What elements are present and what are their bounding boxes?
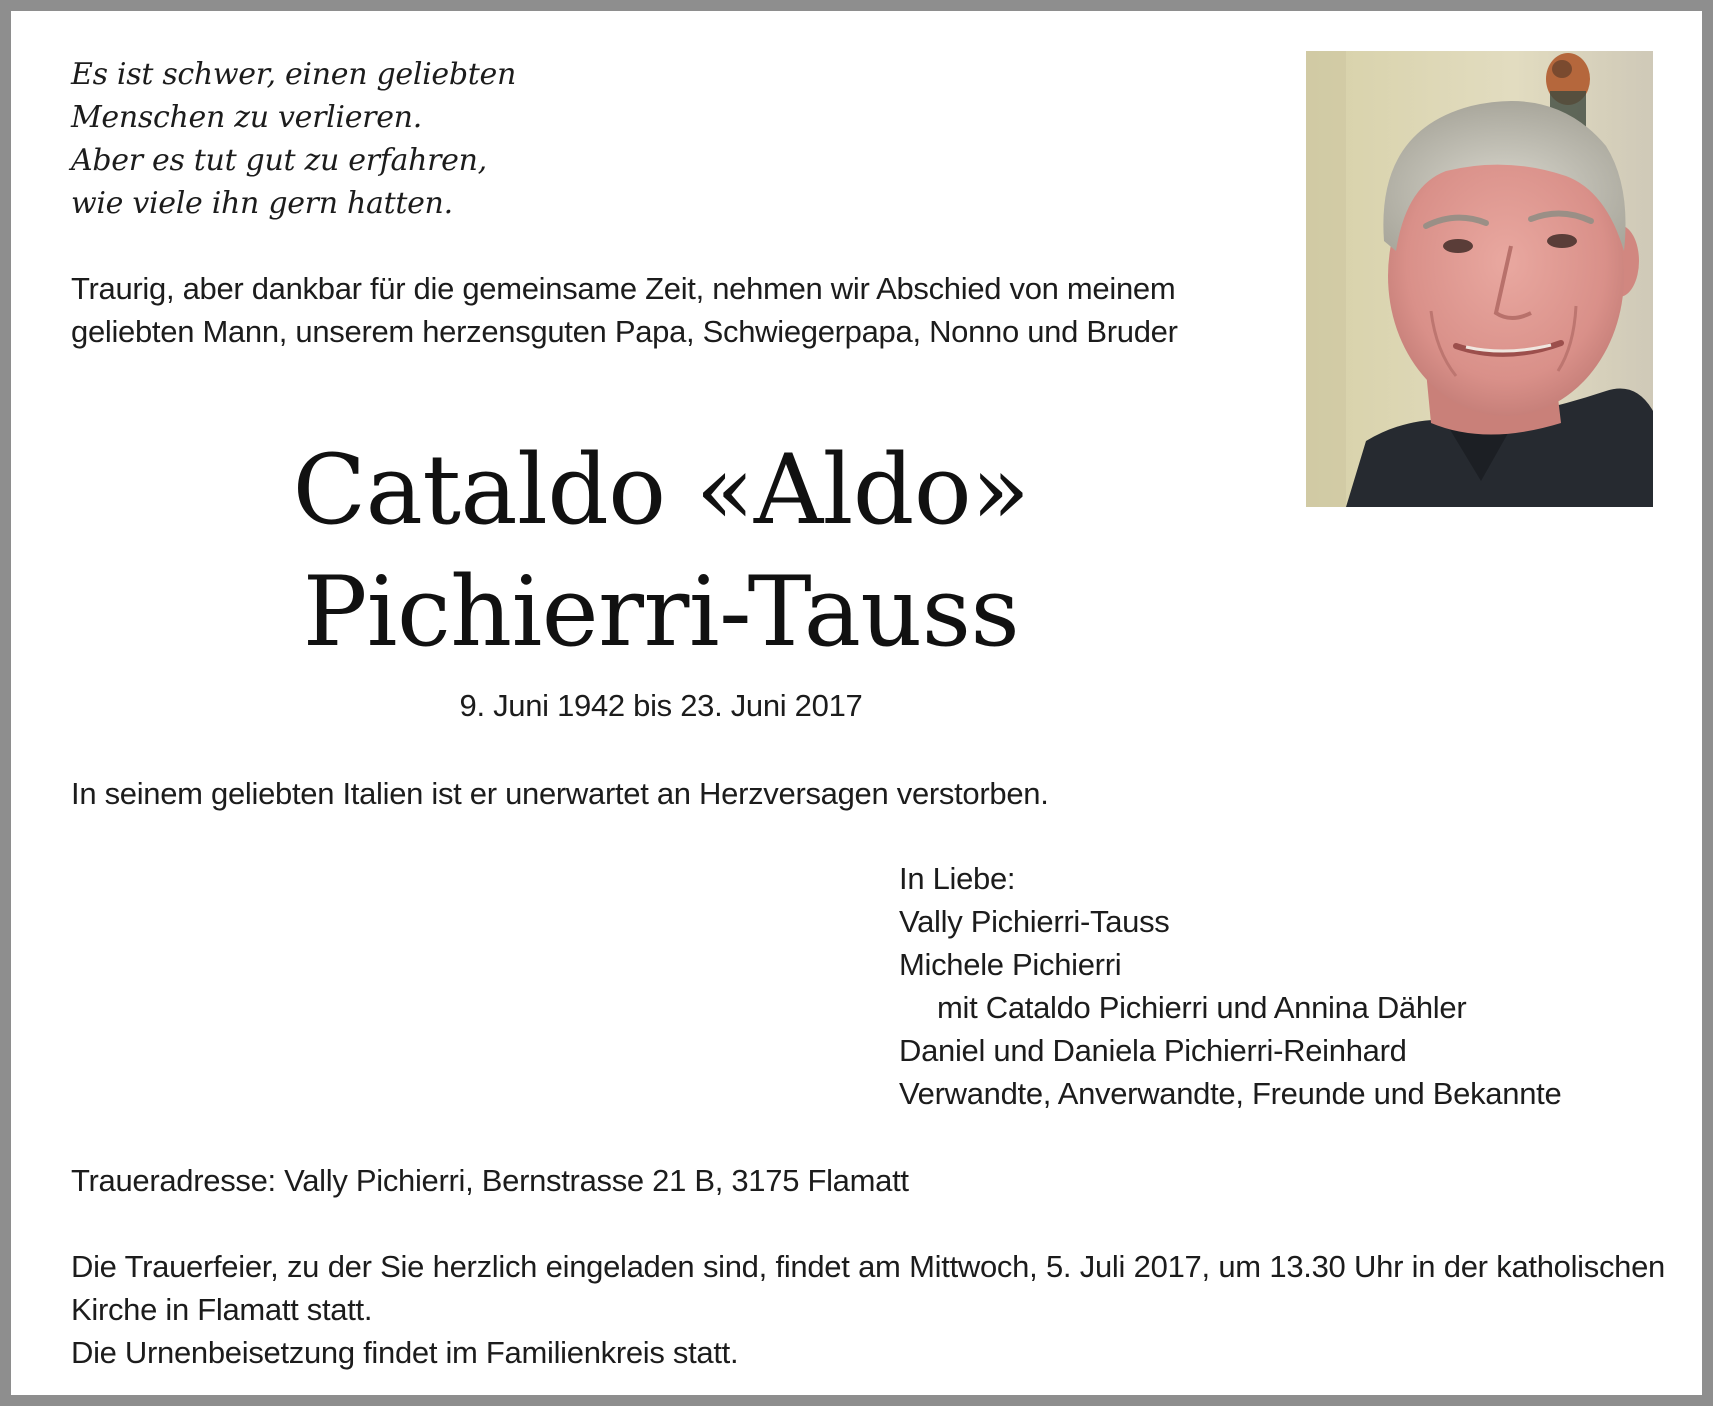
poem-line: wie viele ihn gern hatten. <box>71 186 453 221</box>
intro-line: Traurig, aber dankbar für die gemeinsame Zeit, nehmen wir Abschied von meinem <box>71 271 1176 306</box>
mourner-name: Verwandte, Anverwandte, Freunde und Bekannte <box>899 1076 1562 1111</box>
life-dates: 9. Juni 1942 bis 23. Juni 2017 <box>459 688 863 723</box>
deceased-name-line2: Pichierri-Tauss <box>302 556 1020 668</box>
ceremony-paragraph: Die Trauerfeier, zu der Sie herzlich eingeladen sind, findet am Mittwoch, 5. Juli 2017, um 13.30 Uhr in der katholischen Kirche in Flamatt statt. <box>71 1249 1665 1327</box>
passing-text: In seinem geliebten Italien ist er unerwartet an Herzversagen verstorben. <box>71 776 1049 811</box>
mourner-name: Daniel und Daniela Pichierri-Reinhard <box>899 1033 1407 1068</box>
intro-text <box>71 267 1178 353</box>
poem-line: Menschen zu verlieren. <box>71 100 422 135</box>
mourners-list <box>899 857 1561 1115</box>
portrait-photo <box>1306 51 1653 507</box>
deceased-name <box>161 429 1161 673</box>
poem-line: Es ist schwer, einen geliebten <box>71 57 516 92</box>
mourners-heading: In Liebe: <box>899 861 1016 896</box>
intro-line: geliebten Mann, unserem herzensguten Papa, Schwiegerpapa, Nonno und Bruder <box>71 314 1178 349</box>
deceased-name-line1: Cataldo «Aldo» <box>292 434 1030 546</box>
urn-burial-note: Die Urnenbeisetzung findet im Familienkreis statt. <box>71 1335 739 1370</box>
ceremony-info <box>71 1245 1665 1374</box>
mourner-name: mit Cataldo Pichierri und Annina Dähler <box>937 990 1467 1025</box>
poem-line: Aber es tut gut zu erfahren, <box>71 143 487 178</box>
poem <box>71 53 516 225</box>
mourner-name: Vally Pichierri-Tauss <box>899 904 1170 939</box>
mourner-name: Michele Pichierri <box>899 947 1122 982</box>
mourning-address: Traueradresse: Vally Pichierri, Bernstrasse 21 B, 3175 Flamatt <box>71 1163 909 1198</box>
